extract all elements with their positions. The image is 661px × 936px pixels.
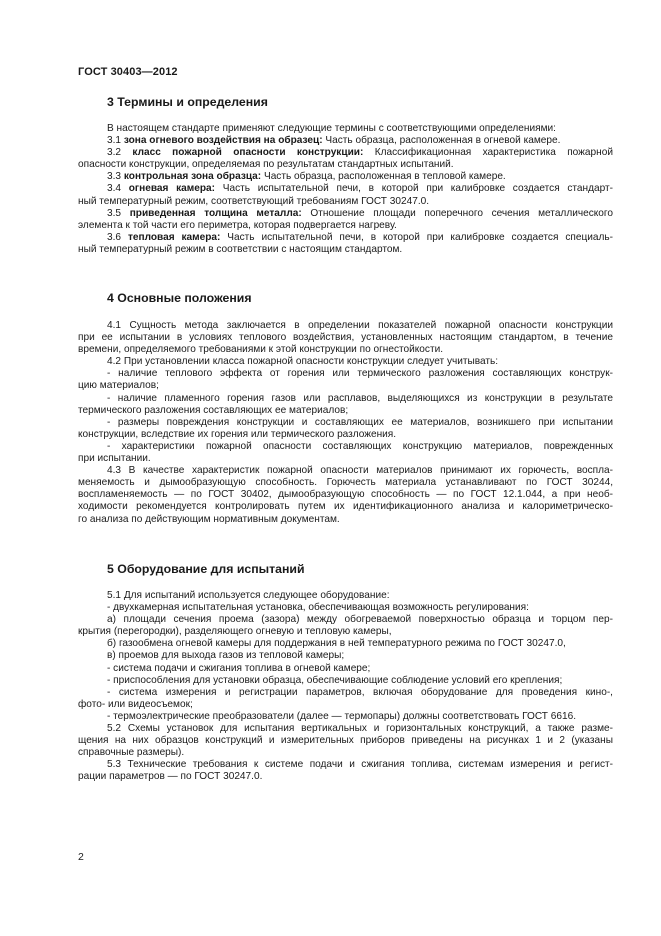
para-4-1-end: времени, определяемого требованиями к этой конструкции по огнестойкости.: [78, 344, 444, 356]
para-5-2-cont: щения на них образцов конструкций и измерительных приборов приведены на рисунках 1 и 2 (указаны: [78, 735, 613, 747]
list-item: - наличие пламенного горения газов или расплавов, выделяющихся из конструкции в результате: [107, 392, 613, 404]
list-item-cont: фото- или видеосъемок;: [78, 698, 193, 710]
term-3-6-cont: ный температурный режим в соответствии с настоящим стандартом.: [78, 243, 403, 255]
list-item: в) проемов для выхода газов из тепловой камеры;: [107, 650, 345, 662]
term-3-2-cont: опасности конструкции, определяемая по результатам стандартных испытаний.: [78, 159, 454, 171]
term-3-4-cont: ный температурный режим, соответствующий требованиям ГОСТ 30247.0.: [78, 195, 430, 207]
list-item: б) газообмена огневой камеры для поддержания в ней температурного режима по ГОСТ 30247.0,: [107, 638, 566, 650]
para-5-2: 5.2 Схемы установок для испытания вертикальных и горизонтальных конструкций, а также разме-: [107, 723, 613, 735]
list-item-cont: конструкции, вследствие их горения или термического разложения.: [78, 428, 397, 440]
section-4-body: [78, 320, 613, 526]
list-item-cont: цию материалов;: [78, 380, 159, 392]
term-3-2: 3.2 класс пожарной опасности конструкции: Классификационная характеристика пожарной: [107, 147, 613, 159]
term-3-3: 3.3 контрольная зона образца: Часть образца, расположенная в тепловой камере.: [107, 171, 506, 183]
para-4-3-end: го анализа по действующим нормативным документам.: [78, 513, 340, 525]
document-header: ГОСТ 30403—2012: [78, 66, 178, 78]
term-3-6: 3.6 тепловая камера: Часть испытательной печи, в которой при калибровке создается специаль-: [107, 231, 613, 243]
list-item: - приспособления для установки образца, обеспечивающие соблюдение условий его крепления;: [107, 674, 563, 686]
list-item-cont: при испытании.: [78, 453, 151, 465]
para-5-1: 5.1 Для испытаний используется следующее оборудование:: [107, 590, 390, 601]
term-3-4: 3.4 огневая камера: Часть испытательной печи, в которой при калибровке создается стандарт-: [107, 183, 613, 195]
list-item: - система измерения и регистрации параметров, включая оборудование для проведения кино-,: [107, 686, 613, 698]
list-item: - характеристики пожарной опасности составляющих конструкцию материалов, поврежденных: [107, 440, 613, 452]
para-4-1: 4.1 Сущность метода заключается в определении показателей пожарной опасности конструкции: [107, 320, 613, 331]
term-3-5: 3.5 приведенная толщина металла: Отношение площади поперечного сечения металлического: [107, 207, 613, 219]
list-item-cont: термического разложения составляющих ее материалов;: [78, 404, 349, 416]
list-item: - двухкамерная испытательная установка, обеспечивающая возможность регулирования:: [107, 602, 529, 614]
list-item: - наличие теплового эффекта от горения или термического разложения составляющих конструк-: [107, 368, 613, 380]
para-4-1-cont: при ее испытании в условиях теплового воздействия, установленных настоящим стандартом, в течение: [78, 332, 613, 344]
list-item-cont: крытия (перегородки), разделяющего огневую и тепловую камеры,: [78, 626, 392, 638]
list-item: - система подачи и сжигания топлива в огневой камере;: [107, 662, 371, 674]
list-item: - термоэлектрические преобразователи (далее — термопары) должны соответствовать ГОСТ 6616.: [107, 710, 577, 722]
para-4-3-cont: ходимости рекомендуется контролировать путем их идентификационного анализа и калориметрическо-: [78, 501, 613, 513]
section-3-body: [78, 123, 613, 256]
list-item: - размеры повреждения конструкции и составляющих ее материалов, возникшего при испытании: [107, 416, 613, 428]
term-3-1: 3.1 зона огневого воздействия на образец: Часть образца, расположенная в огневой камере.: [107, 135, 561, 147]
section-4-title: 4 Основные положения: [107, 291, 252, 305]
para-5-2-end: справочные размеры).: [78, 747, 185, 759]
list-item: а) площади сечения проема (зазора) между обогреваемой поверхностью образца и торцом пер-: [107, 614, 613, 626]
para-4-3: 4.3 В качестве характеристик пожарной опасности материалов принимают их горючесть, воспла-: [107, 465, 613, 477]
para-5-3: 5.3 Технические требования к системе подачи и сжигания топлива, системам измерения и регист-: [107, 759, 613, 771]
para-4-3-cont: воспламеняемость — по ГОСТ 30402, дымообразующую способность — по ГОСТ 12.1.044, а при необ-: [78, 489, 613, 501]
para-4-2: 4.2 При установлении класса пожарной опасности конструкции следует учитывать:: [107, 356, 499, 368]
section-5-title: 5 Оборудование для испытаний: [107, 562, 305, 576]
para-4-3-cont: меняемость и дымообразующую способность. Горючесть материала устанавливают по ГОСТ 30244,: [78, 477, 613, 489]
page-number: 2: [78, 851, 84, 863]
para-5-3-end: рации параметров — по ГОСТ 30247.0.: [78, 771, 263, 783]
section-3-intro: В настоящем стандарте применяют следующие термины с соответствующими определениями:: [107, 123, 556, 134]
section-5-body: [78, 590, 613, 784]
section-3-title: 3 Термины и определения: [107, 95, 268, 109]
term-3-5-cont: элемента к той части его периметра, которая подвергается нагреву.: [78, 219, 397, 231]
